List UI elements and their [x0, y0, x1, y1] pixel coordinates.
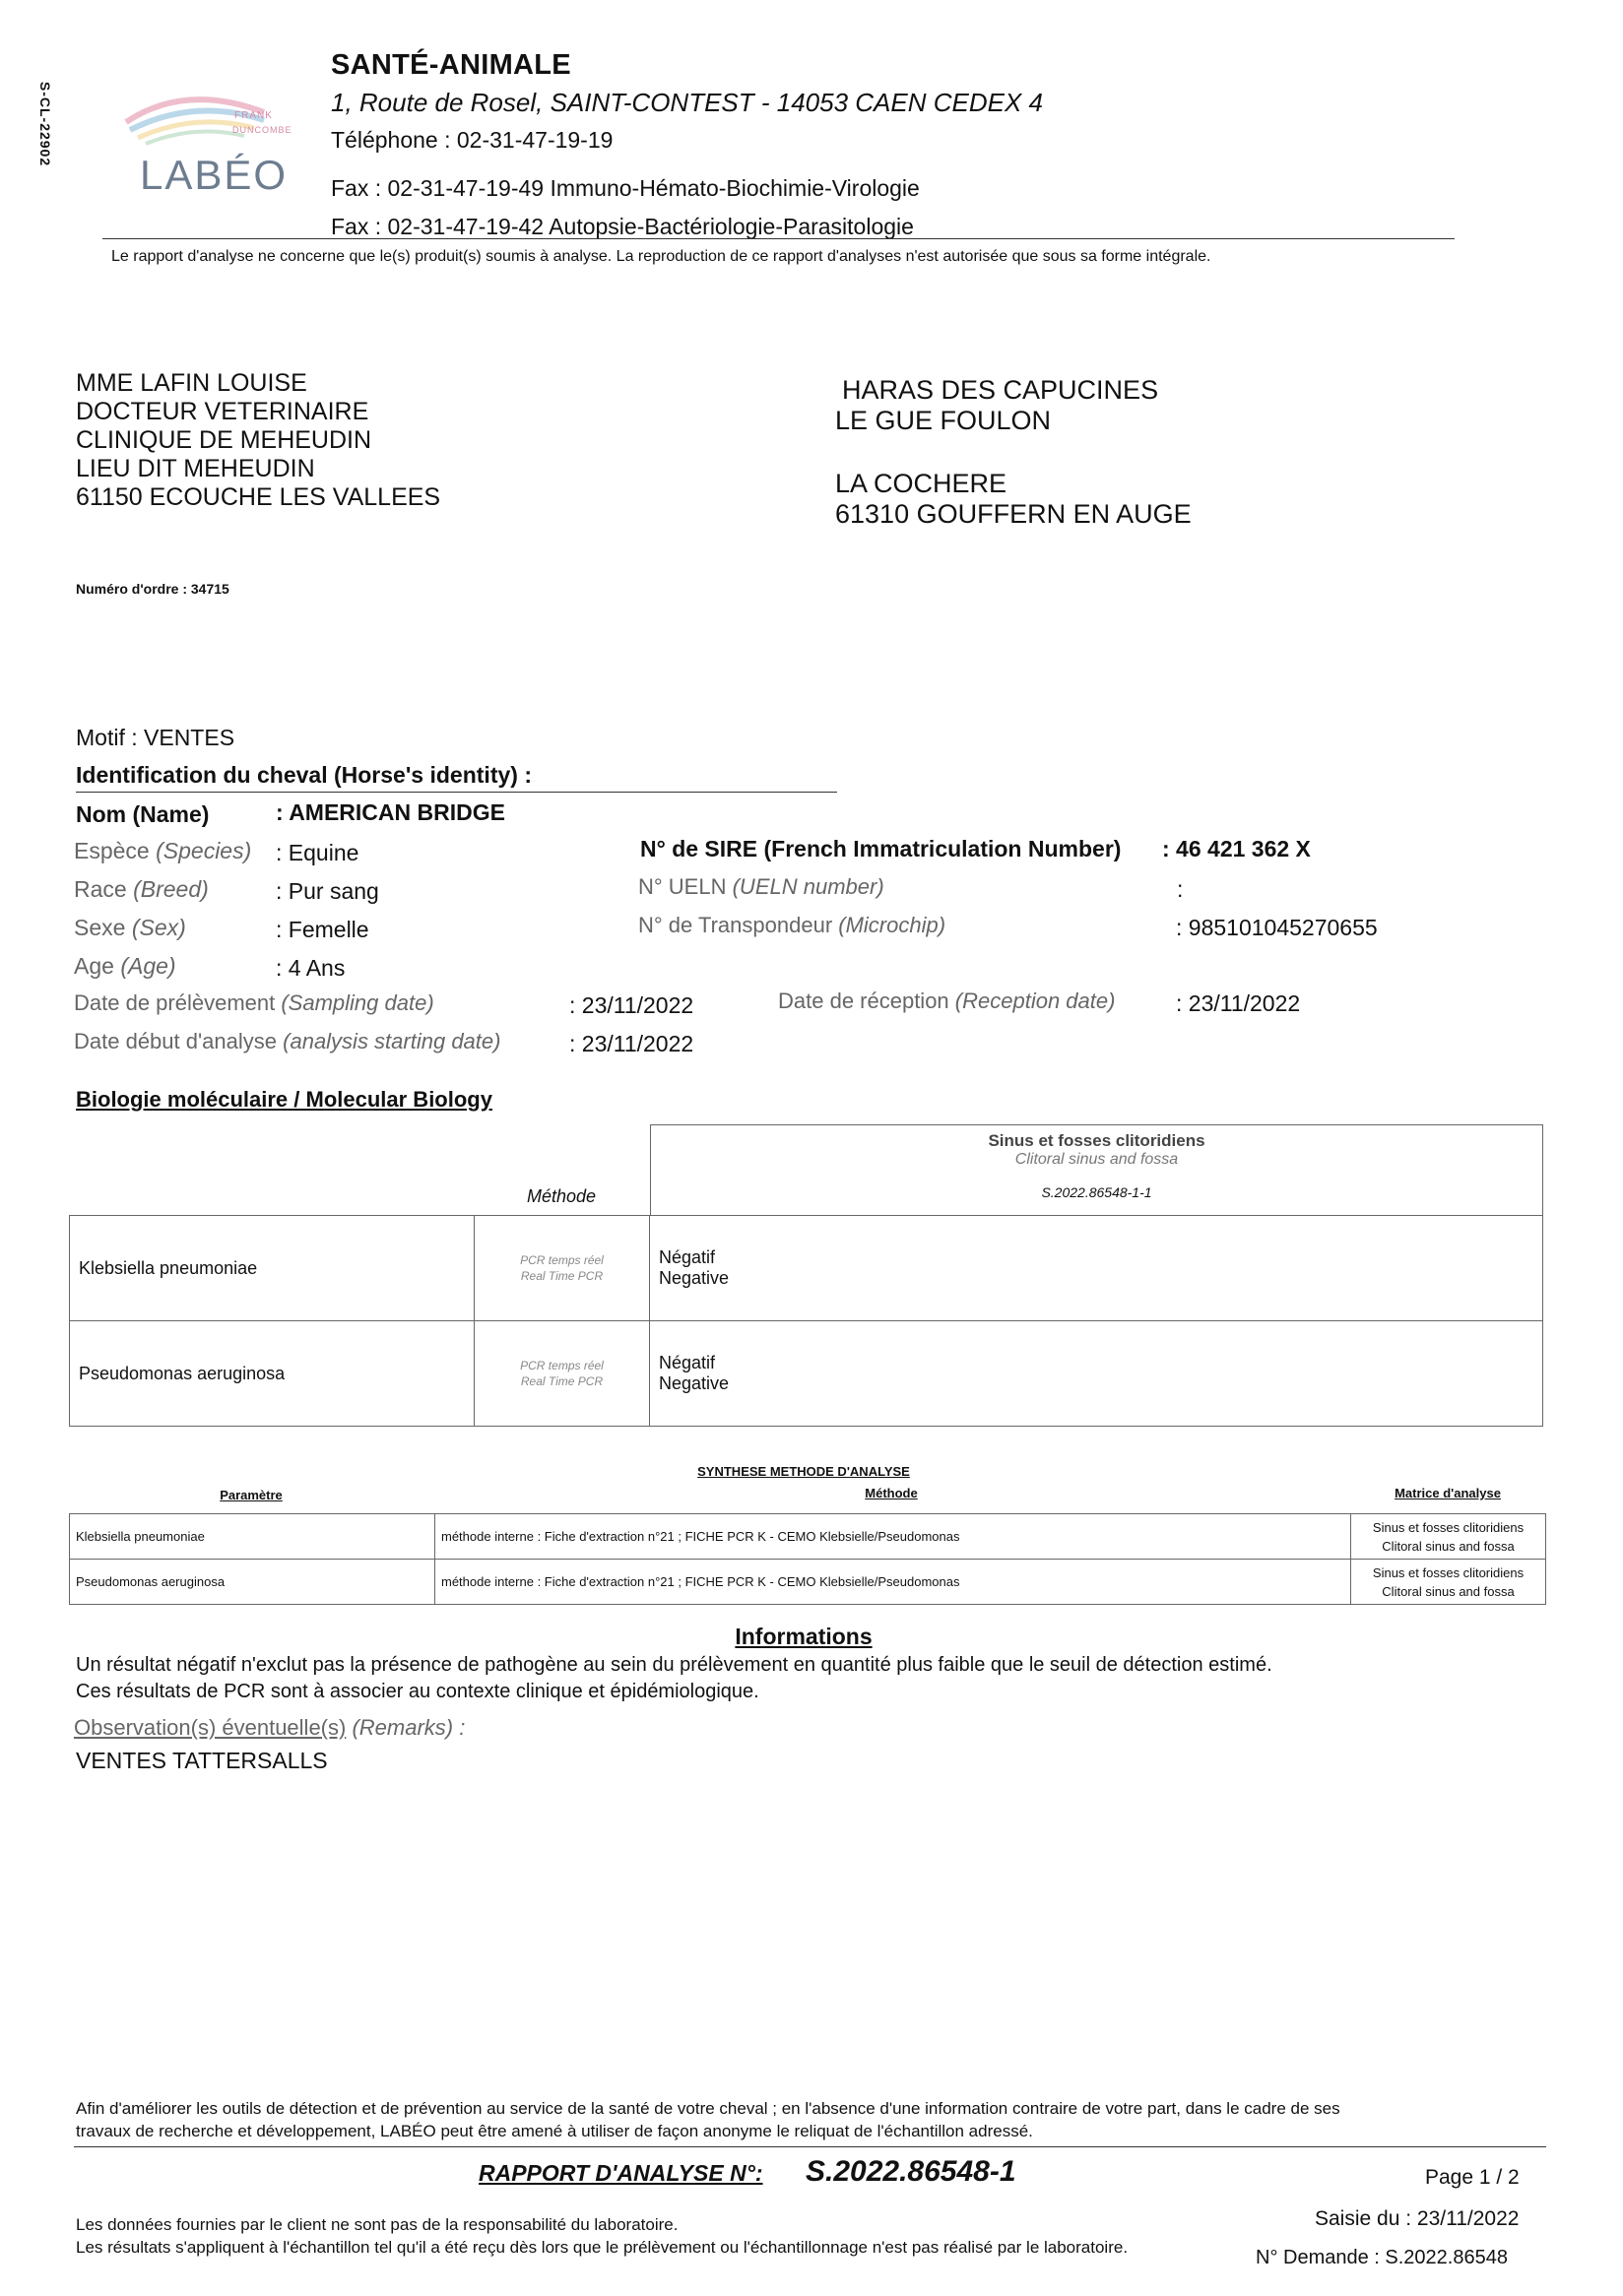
entry-date: Saisie du : 23/11/2022 [1315, 2207, 1520, 2230]
age-label-fr: Age [74, 953, 114, 979]
ueln-label-fr: N° UELN [638, 874, 727, 899]
synthesis-col-method: Méthode [865, 1486, 918, 1500]
matrix-fr: Sinus et fosses clitoridiens [1372, 1564, 1525, 1580]
ueln-label [638, 874, 884, 900]
method-en: Real Time PCR [520, 1269, 604, 1283]
owner-line-3: LA COCHERE [835, 469, 1007, 498]
lab-phone: Téléphone : 02-31-47-19-19 [331, 127, 614, 153]
page-indicator: Page 1 / 2 [1425, 2166, 1520, 2189]
report-number: S.2022.86548-1 [806, 2155, 1016, 2188]
sire-value: : 46 421 362 X [1162, 836, 1311, 861]
logo-top-text: FRANK [234, 110, 273, 121]
order-number: Numéro d'ordre : 34715 [76, 581, 229, 597]
footer-results-note: Les résultats s'appliquent à l'échantillon tel qu'il a été reçu dès lors que le prélèvement ou l'échantillonnage n'est pas réalisé par le laboratoire. [76, 2238, 1129, 2257]
reception-label-fr: Date de réception [778, 989, 949, 1013]
identification-title: Identification du cheval (Horse's identity) : [76, 762, 532, 788]
sex-label-fr: Sexe [74, 915, 126, 940]
transponder-label-en: (Microchip) [838, 913, 946, 937]
lab-fax-1: Fax : 02-31-47-19-49 Immuno-Hémato-Biochimie-Virologie [331, 175, 920, 201]
result-cell [650, 1216, 1543, 1321]
synthesis-col-param: Paramètre [220, 1488, 283, 1502]
ueln-value: : [1177, 876, 1184, 902]
synthesis-title: SYNTHESE METHODE D'ANALYSE [697, 1464, 910, 1479]
method-fr: PCR temps réel [520, 1359, 604, 1372]
observations-label [74, 1715, 465, 1741]
observations-value: VENTES TATTERSALLS [76, 1748, 328, 1773]
report-number-label: RAPPORT D'ANALYSE N°: [479, 2160, 763, 2186]
breed-label-fr: Race [74, 876, 127, 902]
table-row [70, 1514, 1546, 1560]
sample-header-box [650, 1124, 1543, 1216]
recipient-line: CLINIQUE DE MEHEUDIN [76, 426, 372, 454]
synthesis-table [69, 1513, 1546, 1605]
request-number: N° Demande : S.2022.86548 [1256, 2247, 1508, 2268]
molecular-title: Biologie moléculaire / Molecular Biology [76, 1087, 492, 1112]
synthesis-param-cell: Klebsiella pneumoniae [70, 1514, 435, 1560]
synthesis-method-cell: méthode interne : Fiche d'extraction n°21 ; FICHE PCR K - CEMO Klebsielle/Pseudomonas [435, 1514, 1351, 1560]
matrix-en: Clitoral sinus and fossa [1382, 1538, 1515, 1554]
matrix-en: Clitoral sinus and fossa [1382, 1583, 1515, 1599]
age-value: : 4 Ans [276, 955, 346, 981]
age-label-en: (Age) [120, 953, 176, 979]
recipient-line: 61150 ECOUCHE LES VALLEES [76, 483, 441, 511]
species-label-fr: Espèce [74, 838, 150, 863]
side-document-code [37, 59, 87, 197]
analysis-start-label-fr: Date début d'analyse [74, 1029, 278, 1053]
sampling-date-label [74, 990, 434, 1016]
table-row [70, 1560, 1546, 1605]
horse-name-value: : AMERICAN BRIDGE [276, 799, 505, 825]
reception-date-value: : 23/11/2022 [1176, 990, 1301, 1016]
recipient-line: MME LAFIN LOUISE [76, 369, 307, 397]
matrix-fr: Sinus et fosses clitoridiens [1372, 1519, 1525, 1535]
results-table [69, 1215, 1543, 1427]
sample-title: Sinus et fosses clitoridiens [988, 1131, 1205, 1150]
sampling-label-en: (Sampling date) [281, 990, 434, 1015]
species-value: : Equine [276, 840, 359, 865]
sex-value: : Femelle [276, 917, 369, 942]
lab-title: SANTÉ-ANIMALE [331, 49, 571, 81]
sire-label: N° de SIRE (French Immatriculation Number) [640, 836, 1122, 861]
informations-line-1: Un résultat négatif n'exclut pas la présence de pathogène au sein du prélèvement en quantité plus faible que le seuil de détection estimé. [76, 1654, 1272, 1676]
owner-line-4: 61310 GOUFFERN EN AUGE [835, 499, 1192, 529]
informations-title: Informations [735, 1624, 873, 1649]
result-fr: Négatif [659, 1247, 716, 1267]
horse-name-label: Nom (Name) [76, 801, 210, 827]
param-cell: Klebsiella pneumoniae [70, 1216, 475, 1321]
table-row [70, 1216, 1543, 1321]
synthesis-method-cell: méthode interne : Fiche d'extraction n°21 ; FICHE PCR K - CEMO Klebsielle/Pseudomonas [435, 1560, 1351, 1605]
footer-data-note: Les données fournies par le client ne sont pas de la responsabilité du laboratoire. [76, 2215, 679, 2234]
sample-id: S.2022.86548-1-1 [1041, 1184, 1152, 1200]
logo-name: LABÉO [140, 152, 289, 198]
owner-line-2: LE GUE FOULON [835, 406, 1052, 435]
transponder-label-fr: N° de Transpondeur [638, 913, 833, 937]
sex-label-en: (Sex) [131, 915, 186, 940]
method-en: Real Time PCR [520, 1374, 604, 1388]
method-cell [475, 1216, 650, 1321]
recipient-line: DOCTEUR VETERINAIRE [76, 398, 369, 425]
method-header: Méthode [527, 1186, 597, 1206]
transponder-label [638, 913, 945, 938]
reception-date-label [778, 989, 1115, 1014]
lab-fax-2: Fax : 02-31-47-19-42 Autopsie-Bactériologie-Parasitologie [331, 214, 914, 239]
param-cell: Pseudomonas aeruginosa [70, 1321, 475, 1427]
sample-title-en: Clitoral sinus and fossa [1014, 1151, 1179, 1168]
analysis-start-value: : 23/11/2022 [569, 1031, 694, 1056]
method-cell [475, 1321, 650, 1427]
result-fr: Négatif [659, 1353, 716, 1372]
identification-underline [76, 792, 837, 793]
footer-divider [74, 2146, 1546, 2147]
species-label [74, 838, 251, 864]
synthesis-param-cell: Pseudomonas aeruginosa [70, 1560, 435, 1605]
analysis-start-label-en: (analysis starting date) [283, 1029, 501, 1053]
species-label-en: (Species) [156, 838, 252, 863]
breed-label-en: (Breed) [133, 876, 209, 902]
table-row [70, 1321, 1543, 1427]
synthesis-matrix-cell [1351, 1560, 1546, 1605]
lab-address: 1, Route de Rosel, SAINT-CONTEST - 14053 CAEN CEDEX 4 [331, 88, 1043, 117]
sampling-date-value: : 23/11/2022 [569, 992, 694, 1018]
recipient-address [76, 369, 440, 512]
labeo-logo [116, 83, 313, 201]
motif: Motif : VENTES [76, 725, 235, 750]
footer-improve-line-1: Afin d'améliorer les outils de détection et de prévention au service de la santé de votre cheval ; en l'absence d'une information contraire de votre part, dans le cadre de ses [76, 2099, 1340, 2118]
breed-value: : Pur sang [276, 878, 379, 904]
recipient-line: LIEU DIT MEHEUDIN [76, 455, 315, 482]
header-divider [102, 238, 1455, 239]
informations-line-2: Ces résultats de PCR sont à associer au contexte clinique et épidémiologique. [76, 1681, 759, 1702]
report-notice: Le rapport d'analyse ne concerne que le(s) produit(s) soumis à analyse. La reproduction de ce rapport d'analyses n'est autorisée que sous sa forme intégrale. [111, 248, 1211, 265]
age-label [74, 953, 176, 980]
logo-mid-text: DUNCOMBE [232, 125, 292, 135]
transponder-value: : 985101045270655 [1176, 915, 1378, 940]
method-fr: PCR temps réel [520, 1253, 604, 1267]
result-cell [650, 1321, 1543, 1427]
footer-improve-line-2: travaux de recherche et développement, LABÉO peut être amené à utiliser de façon anonyme le reliquat de l'échantillon adressé. [76, 2122, 1033, 2140]
analysis-start-label [74, 1029, 500, 1054]
observations-label-fr: Observation(s) éventuelle(s) [74, 1715, 347, 1740]
owner-name: HARAS DES CAPUCINES [842, 375, 1159, 405]
sex-label [74, 915, 186, 941]
sampling-label-fr: Date de prélèvement [74, 990, 276, 1015]
reception-label-en: (Reception date) [954, 989, 1116, 1013]
observations-label-en: (Remarks) : [352, 1715, 466, 1740]
synthesis-col-matrix: Matrice d'analyse [1395, 1486, 1501, 1500]
ueln-label-en: (UELN number) [732, 874, 884, 899]
synthesis-matrix-cell [1351, 1514, 1546, 1560]
breed-label [74, 876, 209, 903]
result-en: Negative [659, 1268, 730, 1288]
side-code-text: S-CL-22902 [37, 81, 54, 167]
result-en: Negative [659, 1373, 730, 1393]
